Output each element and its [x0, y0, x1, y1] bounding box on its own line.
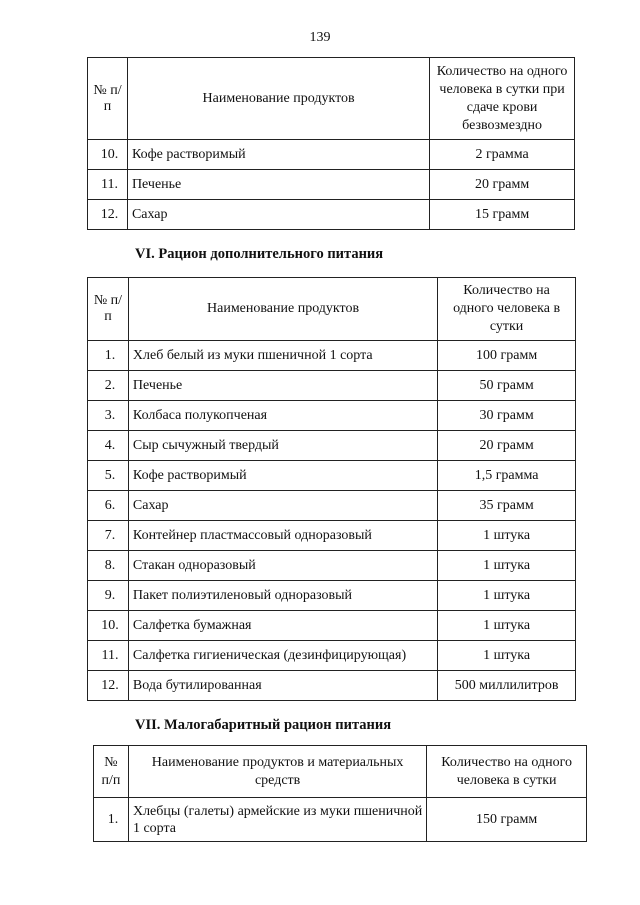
- table-header-row: [88, 58, 575, 140]
- row-name: Салфетка гигиеническая (дезинфицирующая): [128, 641, 437, 671]
- row-name: Пакет полиэтиленовый одноразовый: [128, 581, 437, 611]
- additional-ration-table: [87, 277, 576, 701]
- row-qty: 20 грамм: [438, 431, 576, 461]
- section7-title: VII. Малогабаритный рацион питания: [135, 717, 392, 733]
- page-number: 139: [309, 30, 331, 45]
- row-num: 4.: [88, 431, 129, 461]
- row-qty: 50 грамм: [438, 371, 576, 401]
- table-row: [88, 341, 576, 371]
- row-num: 10.: [88, 611, 129, 641]
- table-row: [88, 461, 576, 491]
- row-qty: 20 грамм: [430, 170, 575, 200]
- row-num: 10.: [88, 140, 128, 170]
- row-num: 6.: [88, 491, 129, 521]
- section6-title: VI. Рацион дополнительного питания: [135, 246, 384, 262]
- header-num: № п/п: [94, 746, 129, 798]
- row-name: Колбаса полукопченая: [128, 401, 437, 431]
- table-row: [88, 200, 575, 230]
- row-name: Контейнер пластмассовый одноразовый: [128, 521, 437, 551]
- row-qty: 150 грамм: [427, 798, 587, 842]
- row-num: 2.: [88, 371, 129, 401]
- row-qty: 15 грамм: [430, 200, 575, 230]
- row-qty: 1 штука: [438, 551, 576, 581]
- row-num: 12.: [88, 200, 128, 230]
- header-num: № п/п: [88, 278, 129, 341]
- row-num: 3.: [88, 401, 129, 431]
- row-qty: 2 грамма: [430, 140, 575, 170]
- header-name: Наименование продуктов: [128, 278, 437, 341]
- row-qty: 1,5 грамма: [438, 461, 576, 491]
- header-name: Наименование продуктов и материальных средств: [128, 746, 426, 798]
- row-name: Кофе растворимый: [128, 461, 437, 491]
- row-name: Вода бутилированная: [128, 671, 437, 701]
- row-num: 11.: [88, 170, 128, 200]
- table-row: [88, 140, 575, 170]
- table-header-row: [88, 278, 576, 341]
- table-row: [94, 798, 587, 842]
- row-name: Стакан одноразовый: [128, 551, 437, 581]
- row-qty: 1 штука: [438, 581, 576, 611]
- row-name: Хлебцы (галеты) армейские из муки пшеничной 1 сорта: [128, 798, 426, 842]
- table-row: [88, 641, 576, 671]
- row-qty: 100 грамм: [438, 341, 576, 371]
- row-qty: 30 грамм: [438, 401, 576, 431]
- table-header-row: [94, 746, 587, 798]
- row-num: 8.: [88, 551, 129, 581]
- row-qty: 1 штука: [438, 611, 576, 641]
- table-row: [88, 611, 576, 641]
- table-row: [88, 401, 576, 431]
- header-qty: Количество на одного человека в сутки при сдаче крови безвозмездно: [430, 58, 575, 140]
- row-qty: 1 штука: [438, 641, 576, 671]
- table-row: [88, 551, 576, 581]
- blood-donor-ration-table: [87, 57, 575, 230]
- header-qty: Количество на одного человека в сутки: [427, 746, 587, 798]
- row-name: Печенье: [127, 170, 429, 200]
- row-num: 12.: [88, 671, 129, 701]
- table-row: [88, 431, 576, 461]
- row-name: Кофе растворимый: [127, 140, 429, 170]
- header-qty: Количество на одного человека в сутки: [438, 278, 576, 341]
- row-qty: 1 штука: [438, 521, 576, 551]
- table-row: [88, 671, 576, 701]
- row-qty: 500 миллилитров: [438, 671, 576, 701]
- row-num: 9.: [88, 581, 129, 611]
- row-name: Сахар: [128, 491, 437, 521]
- table-row: [88, 170, 575, 200]
- table-row: [88, 521, 576, 551]
- row-num: 11.: [88, 641, 129, 671]
- row-num: 5.: [88, 461, 129, 491]
- row-name: Сахар: [127, 200, 429, 230]
- row-name: Салфетка бумажная: [128, 611, 437, 641]
- row-name: Печенье: [128, 371, 437, 401]
- header-num: № п/п: [88, 58, 128, 140]
- row-name: Сыр сычужный твердый: [128, 431, 437, 461]
- header-name: Наименование продуктов: [127, 58, 429, 140]
- table-row: [88, 491, 576, 521]
- table-row: [88, 371, 576, 401]
- row-num: 1.: [88, 341, 129, 371]
- row-qty: 35 грамм: [438, 491, 576, 521]
- row-num: 7.: [88, 521, 129, 551]
- row-name: Хлеб белый из муки пшеничной 1 сорта: [128, 341, 437, 371]
- compact-ration-table: [93, 745, 587, 842]
- row-num: 1.: [94, 798, 129, 842]
- table-row: [88, 581, 576, 611]
